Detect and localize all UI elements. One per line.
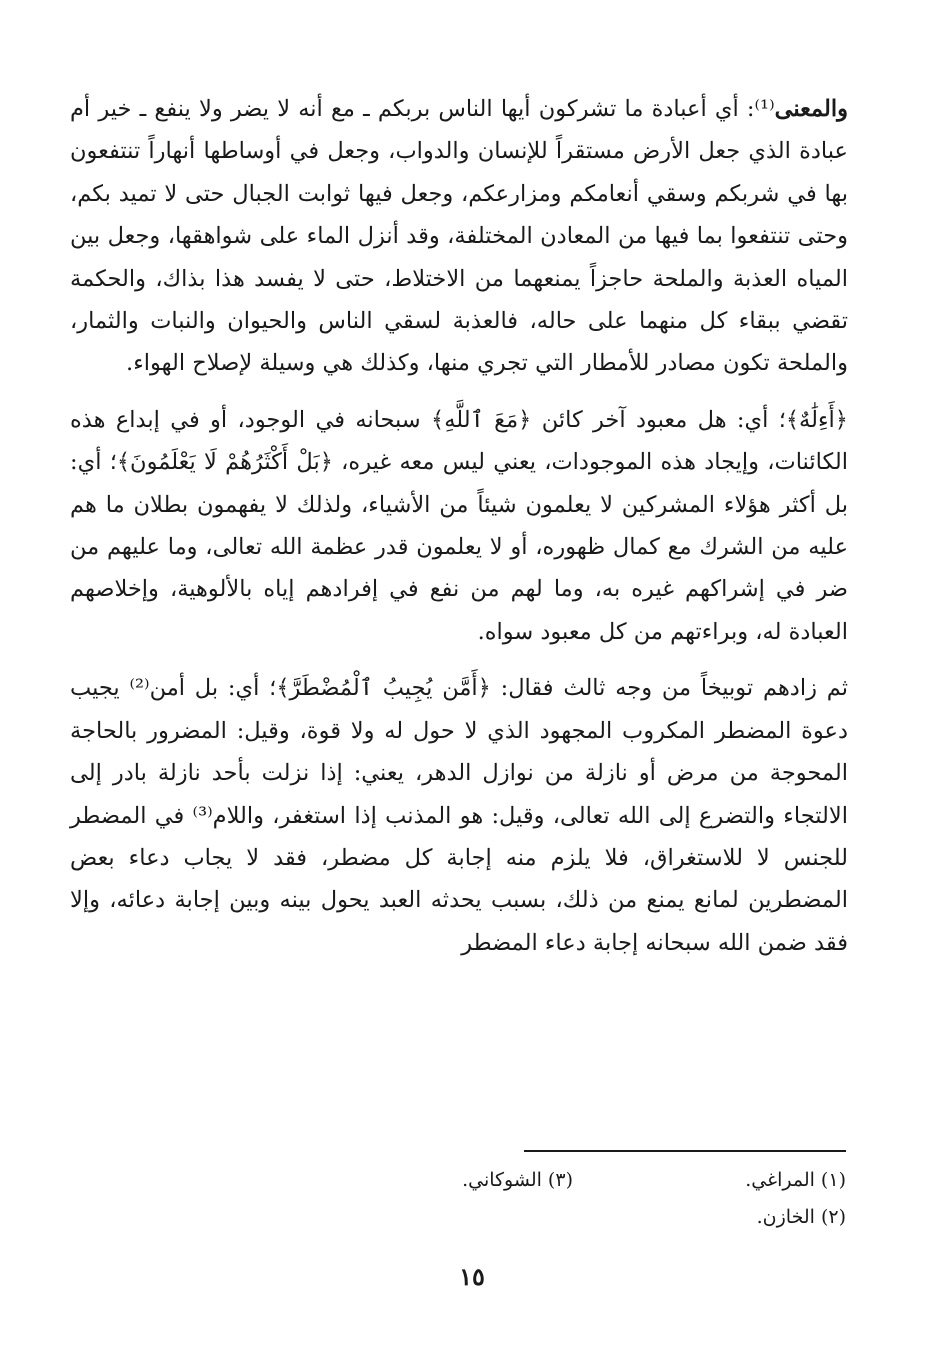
- paragraph-lead: والمعنى: [774, 96, 848, 122]
- paragraph-text: ثم زادهم توبيخاً من وجه ثالث فقال: ﴿أَمَّن يُجِيبُ ٱلْمُضْطَرَّ﴾؛ أي: بل أمن⁽²⁾ يجيب دعوة المضطر المكروب المجهود الذي لا حول له ولا قوة، وقيل: المضرور بالحاجة المحوجة من مرض أو نازلة من نوازل الدهر، يعني: إذا نزلت بأحد نازلة بادر إلى الالتجاء والتضرع إلى الله تعالى، وقيل: هو المذنب إذا استغفر، واللام⁽³⁾ في المضطر للجنس لا للاستغراق، فلا يلزم منه إجابة كل مضطر، فقد لا يجاب دعاء بعض المضطرين لمانع يمنع من ذلك، بسبب يحدثه العبد يحول بينه وبين إجابة دعائه، وإلا فقد ضمن الله سبحانه إجابة دعاء المضطر: [70, 675, 848, 956]
- page-number: ١٥: [459, 1262, 485, 1291]
- footnote-row: [300, 1199, 846, 1236]
- footnote-3: (٣) الشوكاني.: [462, 1169, 573, 1191]
- footnote-1: (١) المراغي.: [745, 1169, 846, 1191]
- paragraph-text: ﴿أَءِلَٰهٌ﴾؛ أي: هل معبود آخر كائن ﴿مَعَ ٱللَّهِ﴾ سبحانه في الوجود، أو في إبداع هذه الكائنات، وإيجاد هذه الموجودات، يعني ليس معه غيره، ﴿بَلْ أَكْثَرُهُمْ لَا يَعْلَمُونَ﴾؛ أي: بل أكثر هؤلاء المشركين لا يعلمون شيئاً من الأشياء، ولذلك لا يفهمون بطلان ما هم عليه من الشرك مع كمال ظهوره، أو لا يعلمون قدر عظمة الله تعالى، وما عليهم من ضر في إشراكهم غيره به، وما لهم من نفع في إفرادهم إياه بالألوهية، وإخلاصهم العبادة له، وبراءتهم من كل معبود سواه.: [70, 406, 848, 645]
- paragraph-text: ⁽¹⁾: أي أعبادة ما تشركون أيها الناس بربكم ـ مع أنه لا يضر ولا ينفع ـ خير أم عبادة الذي جعل الأرض مستقراً للإنسان والدواب، وجعل في أوساطها أنهاراً تنتفعون بها في شربكم وسقي أنعامكم ومزارعكم، وجعل فيها ثوابت الجبال حتى لا تميد بكم، وحتى تنتفعوا بما فيها من المعادن المختلفة، وقد أنزل الماء على شواهقها، وجعل بين المياه العذبة والملحة حاجزاً يمنعهما من الاختلاط، حتى لا يفسد هذا بذاك، والحكمة تقضي ببقاء كل منهما على حاله، فالعذبة لسقي الناس والحيوان والنبات والثمار، والملحة تكون مصادر للأمطار التي تجري منها، وكذلك هي وسيلة لإصلاح الهواء.: [70, 96, 848, 377]
- footnote-row: [300, 1162, 846, 1199]
- paragraph-1: [70, 88, 848, 385]
- footnotes: [300, 1162, 846, 1236]
- footnote-2: (٢) الخازن.: [756, 1206, 846, 1228]
- paragraph-3: [70, 667, 848, 964]
- paragraph-2: [70, 399, 848, 653]
- page-body: [70, 88, 848, 964]
- footnote-divider: [524, 1150, 846, 1152]
